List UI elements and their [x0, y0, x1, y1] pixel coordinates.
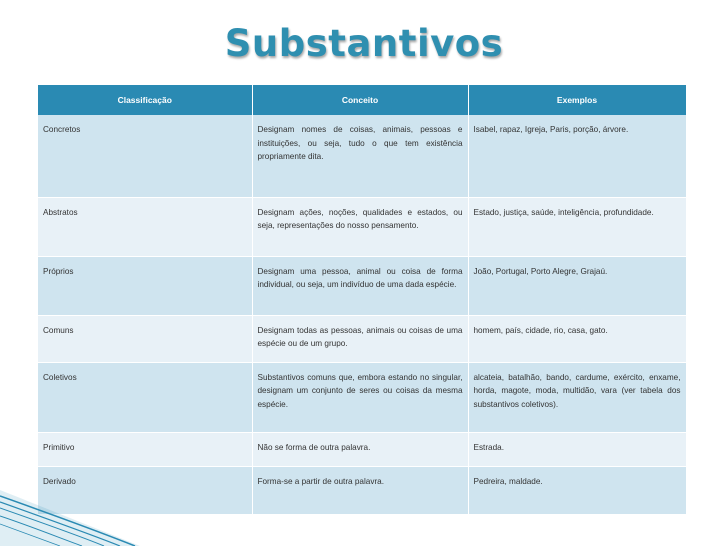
- table-row: [38, 256, 686, 315]
- table-row: [38, 362, 686, 432]
- cell-conceito: Designam uma pessoa, animal ou coisa de forma individual, ou seja, um indivíduo de uma dada espécie.: [252, 256, 468, 315]
- table-row: [38, 315, 686, 362]
- cell-conceito: Forma-se a partir de outra palavra.: [252, 466, 468, 514]
- cell-conceito: Substantivos comuns que, embora estando no singular, designam um conjunto de seres ou coisas da mesma espécie.: [252, 362, 468, 432]
- cell-exemplos: Estrada.: [468, 432, 686, 466]
- cell-conceito: Não se forma de outra palavra.: [252, 432, 468, 466]
- column-header-conceito: Conceito: [252, 85, 468, 115]
- page-title: Substantivos: [224, 22, 504, 65]
- cell-classificacao: Concretos: [38, 115, 252, 197]
- cell-classificacao: Abstratos: [38, 197, 252, 256]
- cell-exemplos: Isabel, rapaz, Igreja, Paris, porção, árvore.: [468, 115, 686, 197]
- cell-classificacao: Primitivo: [38, 432, 252, 466]
- cell-classificacao: Coletivos: [38, 362, 252, 432]
- substantivos-table: [38, 85, 687, 515]
- cell-exemplos: Pedreira, maldade.: [468, 466, 686, 514]
- cell-classificacao: Próprios: [38, 256, 252, 315]
- cell-conceito: Designam ações, noções, qualidades e estados, ou seja, representações do nosso pensamento.: [252, 197, 468, 256]
- cell-conceito: Designam nomes de coisas, animais, pessoas e instituições, ou seja, tudo o que tem existência propriamente dita.: [252, 115, 468, 197]
- cell-classificacao: Derivado: [38, 466, 252, 514]
- cell-exemplos: João, Portugal, Porto Alegre, Grajaú.: [468, 256, 686, 315]
- column-header-classificacao: Classificação: [38, 85, 252, 115]
- table-header-row: [38, 85, 686, 115]
- decorative-swoosh: [0, 456, 140, 546]
- table-row: [38, 115, 686, 197]
- column-header-exemplos: Exemplos: [468, 85, 686, 115]
- table-row: [38, 197, 686, 256]
- cell-exemplos: Estado, justiça, saúde, inteligência, profundidade.: [468, 197, 686, 256]
- cell-exemplos: homem, país, cidade, rio, casa, gato.: [468, 315, 686, 362]
- cell-exemplos: alcateia, batalhão, bando, cardume, exército, enxame, horda, magote, moda, multidão, vara (ver tabela dos substantivos coletivos).: [468, 362, 686, 432]
- cell-conceito: Designam todas as pessoas, animais ou coisas de uma espécie ou de um grupo.: [252, 315, 468, 362]
- cell-classificacao: Comuns: [38, 315, 252, 362]
